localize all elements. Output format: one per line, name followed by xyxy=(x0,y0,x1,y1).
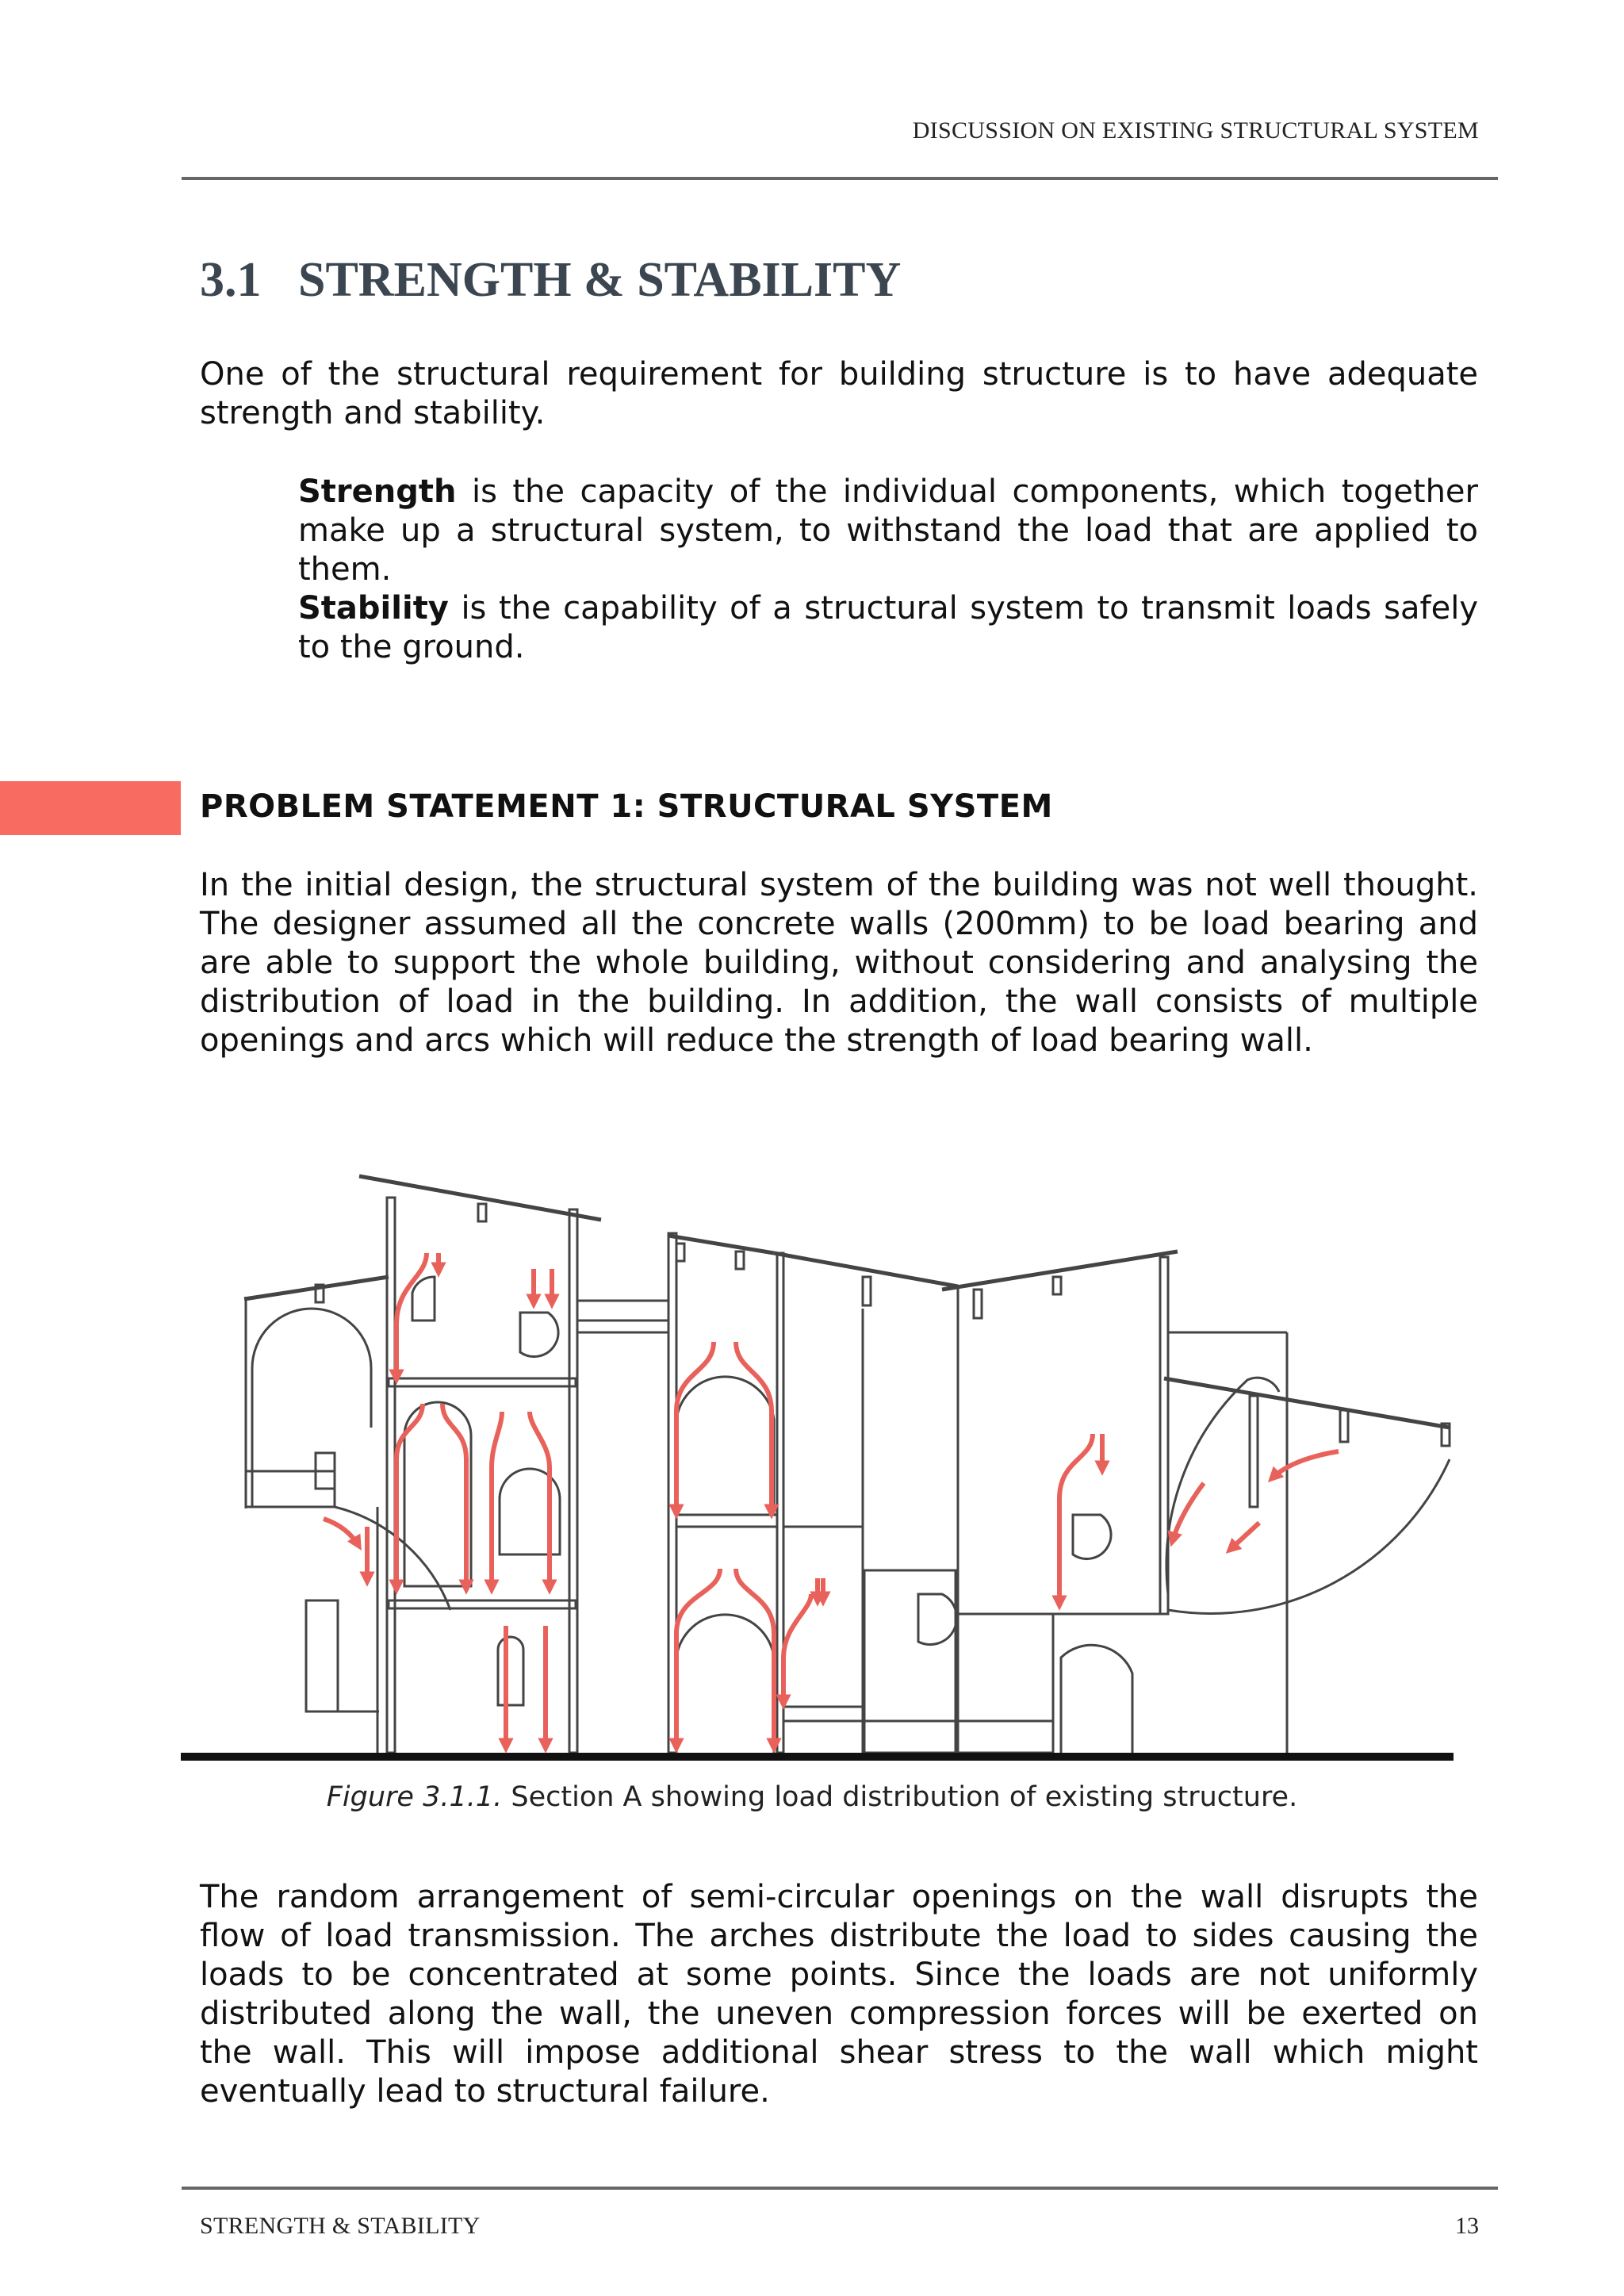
running-header: DISCUSSION ON EXISTING STRUCTURAL SYSTEM xyxy=(912,117,1479,144)
strength-text: is the capacity of the individual components, which together make up a structural system, to withstand the load that are applied to them. xyxy=(298,473,1478,588)
ground-line xyxy=(181,1753,1454,1761)
closing-paragraph: The random arrangement of semi-circular openings on the wall disrupts the flow of load transmission. The arches distribute the load to sides causing the loads to be concentrated at some points. Since the loads are not uniformly distributed along the wall, the uneven compression forces will be exerted on the wall. This will impose additional shear stress to the wall which might eventually lead to structural failure. xyxy=(200,1879,1478,2110)
figure-caption-text: Section A showing load distribution of existing structure. xyxy=(502,1781,1298,1813)
load-arrows xyxy=(324,1253,1339,1749)
accent-bar xyxy=(0,781,181,835)
figure-label: Figure 3.1.1. xyxy=(326,1781,503,1813)
section-title xyxy=(200,252,901,309)
running-footer: STRENGTH & STABILITY xyxy=(200,2213,481,2239)
section-number: 3.1 xyxy=(200,253,262,307)
section-title-text: STRENGTH & STABILITY xyxy=(298,253,902,307)
strength-term: Strength xyxy=(298,473,457,510)
page-number: 13 xyxy=(1455,2213,1479,2239)
stability-definition xyxy=(298,589,1478,667)
header-rule xyxy=(182,177,1498,180)
strength-definition xyxy=(298,473,1478,589)
stability-text: is the capability of a structural system to transmit loads safely to the ground. xyxy=(298,590,1478,665)
intro-paragraph: One of the structural requirement for building structure is to have adequate strength and stability. xyxy=(200,356,1478,431)
footer-rule xyxy=(182,2187,1498,2190)
problem-heading: PROBLEM STATEMENT 1: STRUCTURAL SYSTEM xyxy=(200,788,1053,825)
problem-paragraph: In the initial design, the structural system of the building was not well thought. The designer assumed all the concrete walls (200mm) to be load bearing and are able to support the whole building, without considering and analysing the distribution of load in the building. In addition, the wall consists of multiple openings and arcs which will reduce the strength of load bearing wall. xyxy=(200,867,1478,1059)
stability-term: Stability xyxy=(298,590,449,627)
figure-caption xyxy=(0,1781,1624,1813)
section-drawing xyxy=(181,1166,1465,1769)
